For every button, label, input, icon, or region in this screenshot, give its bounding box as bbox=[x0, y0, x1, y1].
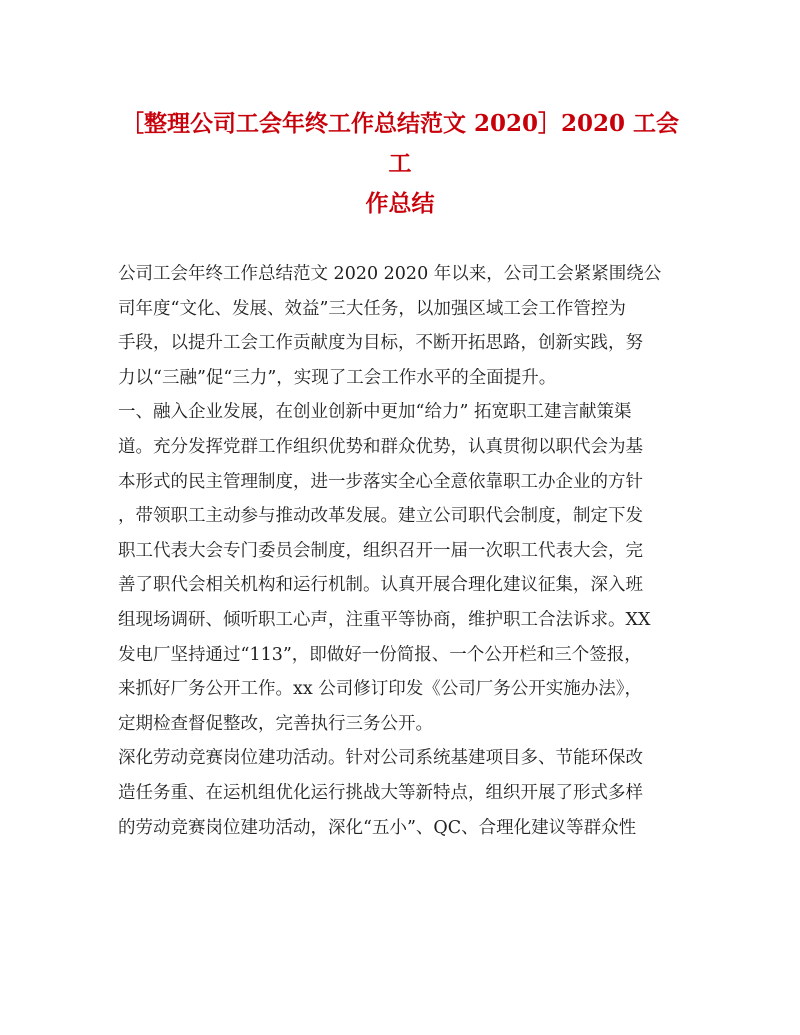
body-line: 的劳动竞赛岗位建功活动，深化“五小”、QC、合理化建议等群众性 bbox=[118, 817, 637, 838]
body-line: 司年度“文化、发展、效益”三大任务，以加强区域工会工作管控为 bbox=[118, 298, 626, 319]
body-line: 造任务重、在运机组优化运行挑战大等新特点，组织开展了形式多样 bbox=[118, 782, 643, 803]
body-line: 公司工会年终工作总结范文 2020 2020 年以来，公司工会紧紧围绕公 bbox=[118, 264, 662, 284]
body-line: 力以“三融”促“三力”，实现了工会工作水平的全面提升。 bbox=[118, 367, 557, 388]
document-title bbox=[120, 104, 680, 224]
body-line: 定期检查督促整改，完善执行三务公开。 bbox=[118, 713, 433, 734]
body-line: 发电厂坚持通过“113”，即做好一份简报、一个公开栏和三个签报， bbox=[118, 644, 642, 665]
body-line: 道。充分发挥党群工作组织优势和群众优势，认真贯彻以职代会为基 bbox=[118, 436, 643, 457]
document-body bbox=[118, 257, 686, 845]
body-line: 善了职代会相关机构和运行机制。认真开展合理化建议征集，深入班 bbox=[118, 575, 643, 596]
body-line: 一、融入企业发展，在创业创新中更加“给力” 拓宽职工建言献策渠 bbox=[118, 402, 632, 423]
body-line: 手段，以提升工会工作贡献度为目标，不断开拓思路，创新实践，努 bbox=[118, 333, 643, 354]
body-line: 来抓好厂务公开工作。xx 公司修订印发《公司厂务公开实施办法》， bbox=[118, 679, 643, 700]
body-line: 本形式的民主管理制度，进一步落实全心全意依靠职工办企业的方针 bbox=[118, 471, 643, 492]
body-line: ，带领职工主动参与推动改革发展。建立公司职代会制度，制定下发 bbox=[118, 506, 643, 527]
body-line: 深化劳动竞赛岗位建功活动。针对公司系统基建项目多、节能环保改 bbox=[118, 748, 643, 769]
body-line: 职工代表大会专门委员会制度，组织召开一届一次职工代表大会，完 bbox=[118, 540, 643, 561]
title-line: 作总结 bbox=[365, 190, 435, 217]
body-line: 组现场调研、倾听职工心声，注重平等协商，维护职工合法诉求。XX bbox=[118, 609, 651, 630]
title-line: ［整理公司工会年终工作总结范文 2020］2020 工会工 bbox=[120, 110, 680, 177]
